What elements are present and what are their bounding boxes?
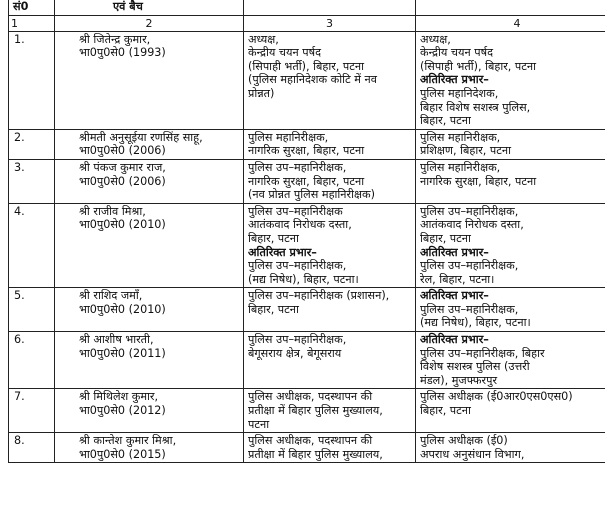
posting-line: पुलिस महानिरीक्षक, [420, 130, 501, 144]
posting-line: (सिपाही भर्ती), बिहार, पटना [420, 59, 536, 73]
posting-line: मंडल), मुजफ्फरपुर [420, 373, 498, 387]
posting-line: पुलिस उप–महानिरीक्षक, [248, 259, 347, 273]
posting-line: रेल, बिहार, पटना। [420, 272, 495, 286]
posting-line: अध्यक्ष, [420, 32, 451, 46]
table-row [9, 159, 605, 203]
table-row [9, 433, 605, 463]
additional-charge-heading: अतिरिक्त प्रभार– [420, 333, 489, 347]
officer-name-cell [55, 159, 244, 203]
posting-line: पुलिस महानिरीक्षक, [248, 130, 329, 144]
additional-charge-heading: अतिरिक्त प्रभार– [420, 289, 489, 303]
posting-line: (नव प्रोन्नत पुलिस महानिरीक्षक) [248, 188, 375, 202]
officer-name-line: श्री पंकज कुमार राज, [79, 160, 166, 174]
officer-name-cell [55, 31, 244, 129]
column-number: 4 [416, 15, 605, 31]
posting-line: पुलिस महानिदेशक, [420, 86, 499, 100]
current-posting-cell [244, 31, 416, 129]
new-posting-cell [416, 389, 605, 433]
officer-name-line: श्री राशिद जमाँ, [79, 289, 143, 303]
posting-line: नागरिक सुरक्षा, बिहार, पटना [420, 174, 537, 188]
posting-line: पुलिस उप–महानिरीक्षक (प्रशासन), [248, 289, 390, 303]
posting-line: प्रतीक्षा में बिहार पुलिस मुख्यालय, [248, 447, 383, 461]
table-row [9, 332, 605, 389]
posting-line: पुलिस महानिरीक्षक, [420, 160, 501, 174]
posting-line: (मद्य निषेध), बिहार, पटना। [420, 316, 531, 330]
current-posting-cell [244, 159, 416, 203]
posting-line: प्रोन्नत) [248, 86, 275, 100]
header-name-cell [55, 0, 244, 15]
posting-line: (मद्य निषेध), बिहार, पटना। [248, 272, 359, 286]
officer-name-line: भा0पु0से0 (2015) [79, 447, 166, 461]
posting-line: केन्द्रीय चयन पर्षद [248, 46, 322, 60]
posting-line: बिहार विशेष सशस्त्र पुलिस, [420, 100, 531, 114]
table-row [9, 129, 605, 159]
officer-name-line: भा0पु0से0 (2012) [79, 404, 166, 418]
posting-line: पुलिस अधीक्षक (ई0आर0एस0एस0) [420, 390, 573, 404]
officer-name-cell [55, 389, 244, 433]
table-row [9, 31, 605, 129]
column-number: 2 [55, 15, 244, 31]
officer-name-line: श्री राजीव मिश्रा, [79, 204, 146, 218]
current-posting-cell [244, 389, 416, 433]
officer-name-cell [55, 332, 244, 389]
header-row [9, 0, 605, 15]
header-serial-cell: सं0 [9, 0, 55, 15]
additional-charge-heading: अतिरिक्त प्रभार– [420, 245, 489, 259]
posting-line: आतंकवाद निरोधक दस्ता, [248, 218, 352, 232]
serial-number-cell: 1. [9, 31, 55, 129]
additional-charge-heading: अतिरिक्त प्रभार– [420, 73, 489, 87]
serial-number-cell: 6. [9, 332, 55, 389]
table-row [9, 288, 605, 332]
serial-number-cell: 3. [9, 159, 55, 203]
officer-name-line: भा0पु0से0 (2010) [79, 218, 166, 232]
officer-name-cell [55, 203, 244, 288]
current-posting-cell [244, 288, 416, 332]
posting-line: नागरिक सुरक्षा, बिहार, पटना [248, 174, 365, 188]
serial-number-cell: 5. [9, 288, 55, 332]
posting-line: पुलिस अधीक्षक, पदस्थापन की [248, 390, 373, 404]
new-posting-cell [416, 203, 605, 288]
posting-line: पुलिस उप–महानिरीक्षक, [420, 204, 519, 218]
officer-name-line: श्रीमती अनुसूईया रणसिंह साहू, [79, 130, 203, 144]
table-row [9, 203, 605, 288]
posting-line: अध्यक्ष, [248, 32, 279, 46]
additional-charge-heading: अतिरिक्त प्रभार– [248, 245, 317, 259]
posting-line: बिहार, पटना [248, 231, 299, 245]
posting-line: पुलिस उप–महानिरीक्षक, [420, 302, 519, 316]
new-posting-cell [416, 129, 605, 159]
serial-number-cell: 2. [9, 129, 55, 159]
new-posting-cell [416, 332, 605, 389]
posting-line: प्रशिक्षण, बिहार, पटना [420, 144, 512, 158]
officer-name-cell [55, 288, 244, 332]
posting-line: विशेष सशस्त्र पुलिस (उत्तरी [420, 360, 530, 374]
column-number-row [9, 15, 605, 31]
posting-line: पुलिस उप–महानिरीक्षक, [420, 259, 519, 273]
current-posting-cell [244, 332, 416, 389]
officer-name-cell [55, 433, 244, 463]
officer-name-line: श्री मिथिलेश कुमार, [79, 390, 159, 404]
header-current-cell [244, 0, 416, 15]
officer-name-line: भा0पु0से0 (1993) [79, 46, 166, 60]
new-posting-cell [416, 31, 605, 129]
current-posting-cell [244, 203, 416, 288]
posting-line: अपराध अनुसंधान विभाग, [420, 447, 525, 461]
header-name-label: एवं बैच [113, 0, 143, 13]
officer-name-line: श्री जितेन्द्र कुमार, [79, 32, 151, 46]
serial-number-cell: 7. [9, 389, 55, 433]
posting-line: केन्द्रीय चयन पर्षद [420, 46, 494, 60]
posting-line: बिहार, पटना [420, 114, 471, 128]
posting-line: प्रतीक्षा में बिहार पुलिस मुख्यालय, [248, 404, 383, 418]
table-row [9, 389, 605, 433]
column-number: 3 [244, 15, 416, 31]
posting-line: बिहार, पटना [420, 231, 471, 245]
posting-line: पुलिस उप–महानिरीक्षक, [248, 160, 347, 174]
new-posting-cell [416, 433, 605, 463]
new-posting-cell [416, 288, 605, 332]
posting-line: बिहार, पटना [248, 302, 299, 316]
current-posting-cell [244, 433, 416, 463]
posting-line: पुलिस उप–महानिरीक्षक, [248, 333, 347, 347]
officer-name-line: भा0पु0से0 (2010) [79, 302, 166, 316]
officer-name-line: भा0पु0से0 (2006) [79, 174, 166, 188]
officer-name-cell [55, 129, 244, 159]
officer-name-line: भा0पु0से0 (2006) [79, 144, 166, 158]
new-posting-cell [416, 159, 605, 203]
serial-number-cell: 4. [9, 203, 55, 288]
posting-line: पुलिस उप–महानिरीक्षक, बिहार [420, 346, 545, 360]
posting-line: पटना [248, 417, 270, 431]
posting-line: बिहार, पटना [420, 404, 471, 418]
posting-line: नागरिक सुरक्षा, बिहार, पटना [248, 144, 365, 158]
posting-line: बेगूसराय क्षेत्र, बेगूसराय [248, 346, 342, 360]
posting-line: (सिपाही भर्ती), बिहार, पटना [248, 59, 364, 73]
header-posting-cell [416, 0, 605, 15]
officer-name-line: श्री आशीष भारती, [79, 333, 154, 347]
posting-line: पुलिस अधीक्षक (ई0) [420, 434, 508, 448]
transfer-posting-table [8, 0, 605, 463]
posting-line: पुलिस अधीक्षक, पदस्थापन की [248, 434, 373, 448]
column-number: 1 [9, 15, 55, 31]
officer-name-line: श्री कान्तेश कुमार मिश्रा, [79, 434, 177, 448]
current-posting-cell [244, 129, 416, 159]
posting-line: (पुलिस महानिदेशक कोटि में नव [248, 73, 377, 87]
posting-line: आतंकवाद निरोधक दस्ता, [420, 218, 524, 232]
posting-line: पुलिस उप–महानिरीक्षक [248, 204, 343, 218]
officer-name-line: भा0पु0से0 (2011) [79, 346, 166, 360]
serial-number-cell: 8. [9, 433, 55, 463]
